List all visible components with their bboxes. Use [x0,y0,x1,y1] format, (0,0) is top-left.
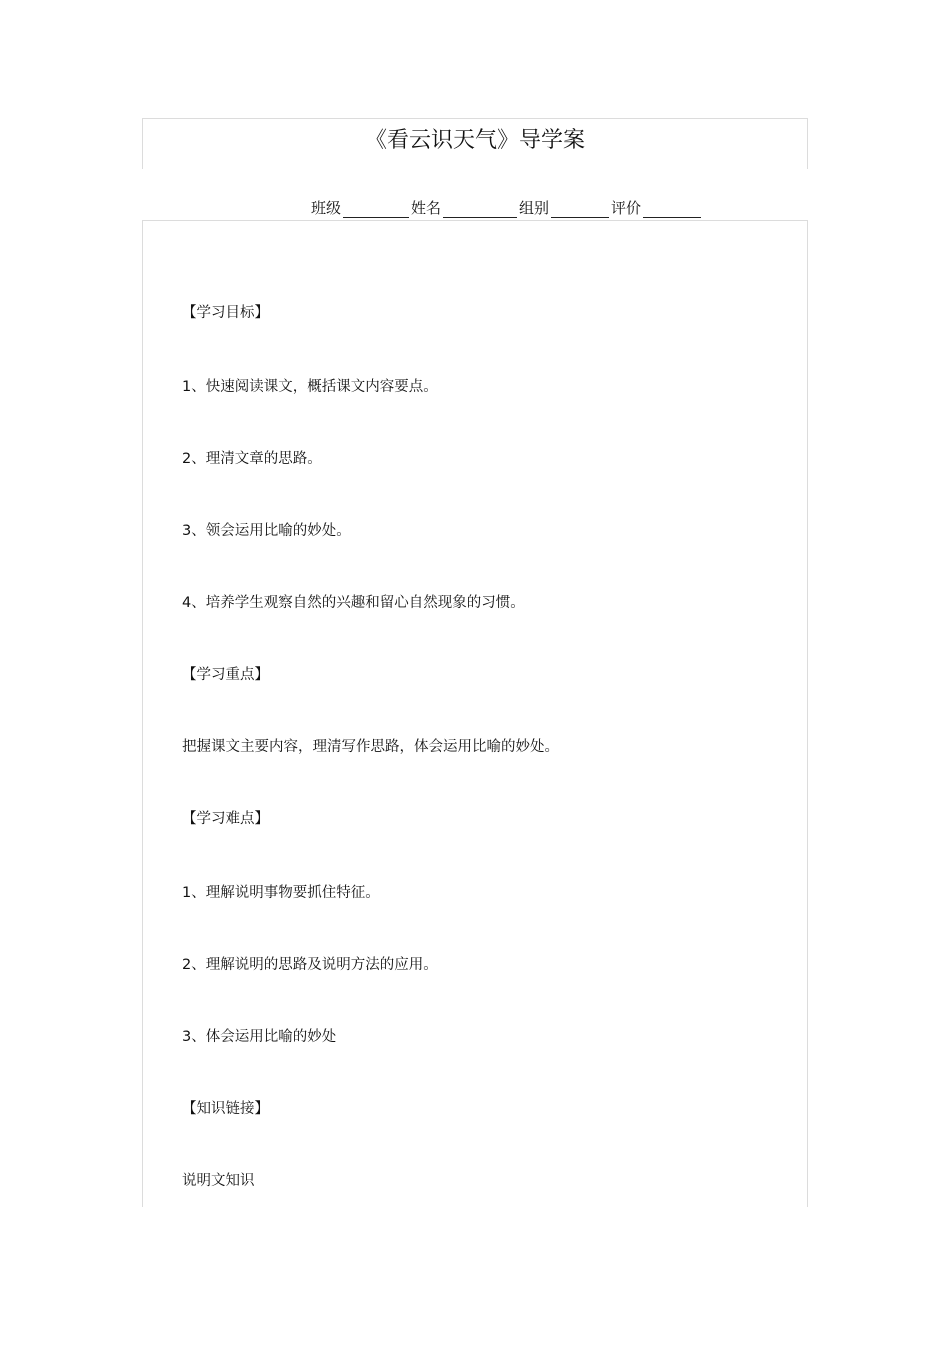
key-points-text: 把握课文主要内容，理清写作思路，体会运用比喻的妙处。 [182,739,559,755]
content-frame [142,220,808,1207]
class-blank[interactable] [343,199,409,218]
objective-item: 1、快速阅读课文，概括课文内容要点。 [182,379,438,395]
difficulty-item: 2、理解说明的思路及说明方法的应用。 [182,957,438,973]
objectives-heading: 【学习目标】 [182,305,269,321]
class-label: 班级 [311,199,342,217]
difficulty-item: 3、体会运用比喻的妙处 [182,1029,337,1045]
name-label: 姓名 [411,199,442,217]
student-info-row [311,194,703,218]
eval-label: 评价 [611,199,642,217]
group-label: 组别 [519,199,550,217]
objective-item: 4、培养学生观察自然的兴趣和留心自然现象的习惯。 [182,595,525,611]
name-blank[interactable] [443,199,517,218]
knowledge-heading: 【知识链接】 [182,1101,269,1117]
key-points-heading: 【学习重点】 [182,667,269,683]
document-title: 《看云识天气》导学案 [364,128,585,153]
difficulty-item: 1、理解说明事物要抓住特征。 [182,885,380,901]
objective-item: 2、理清文章的思路。 [182,451,322,467]
knowledge-text: 说明文知识 [182,1173,255,1189]
objective-item: 3、领会运用比喻的妙处。 [182,523,351,539]
group-blank[interactable] [551,199,609,218]
eval-blank[interactable] [643,199,701,218]
difficulties-heading: 【学习难点】 [182,811,269,827]
